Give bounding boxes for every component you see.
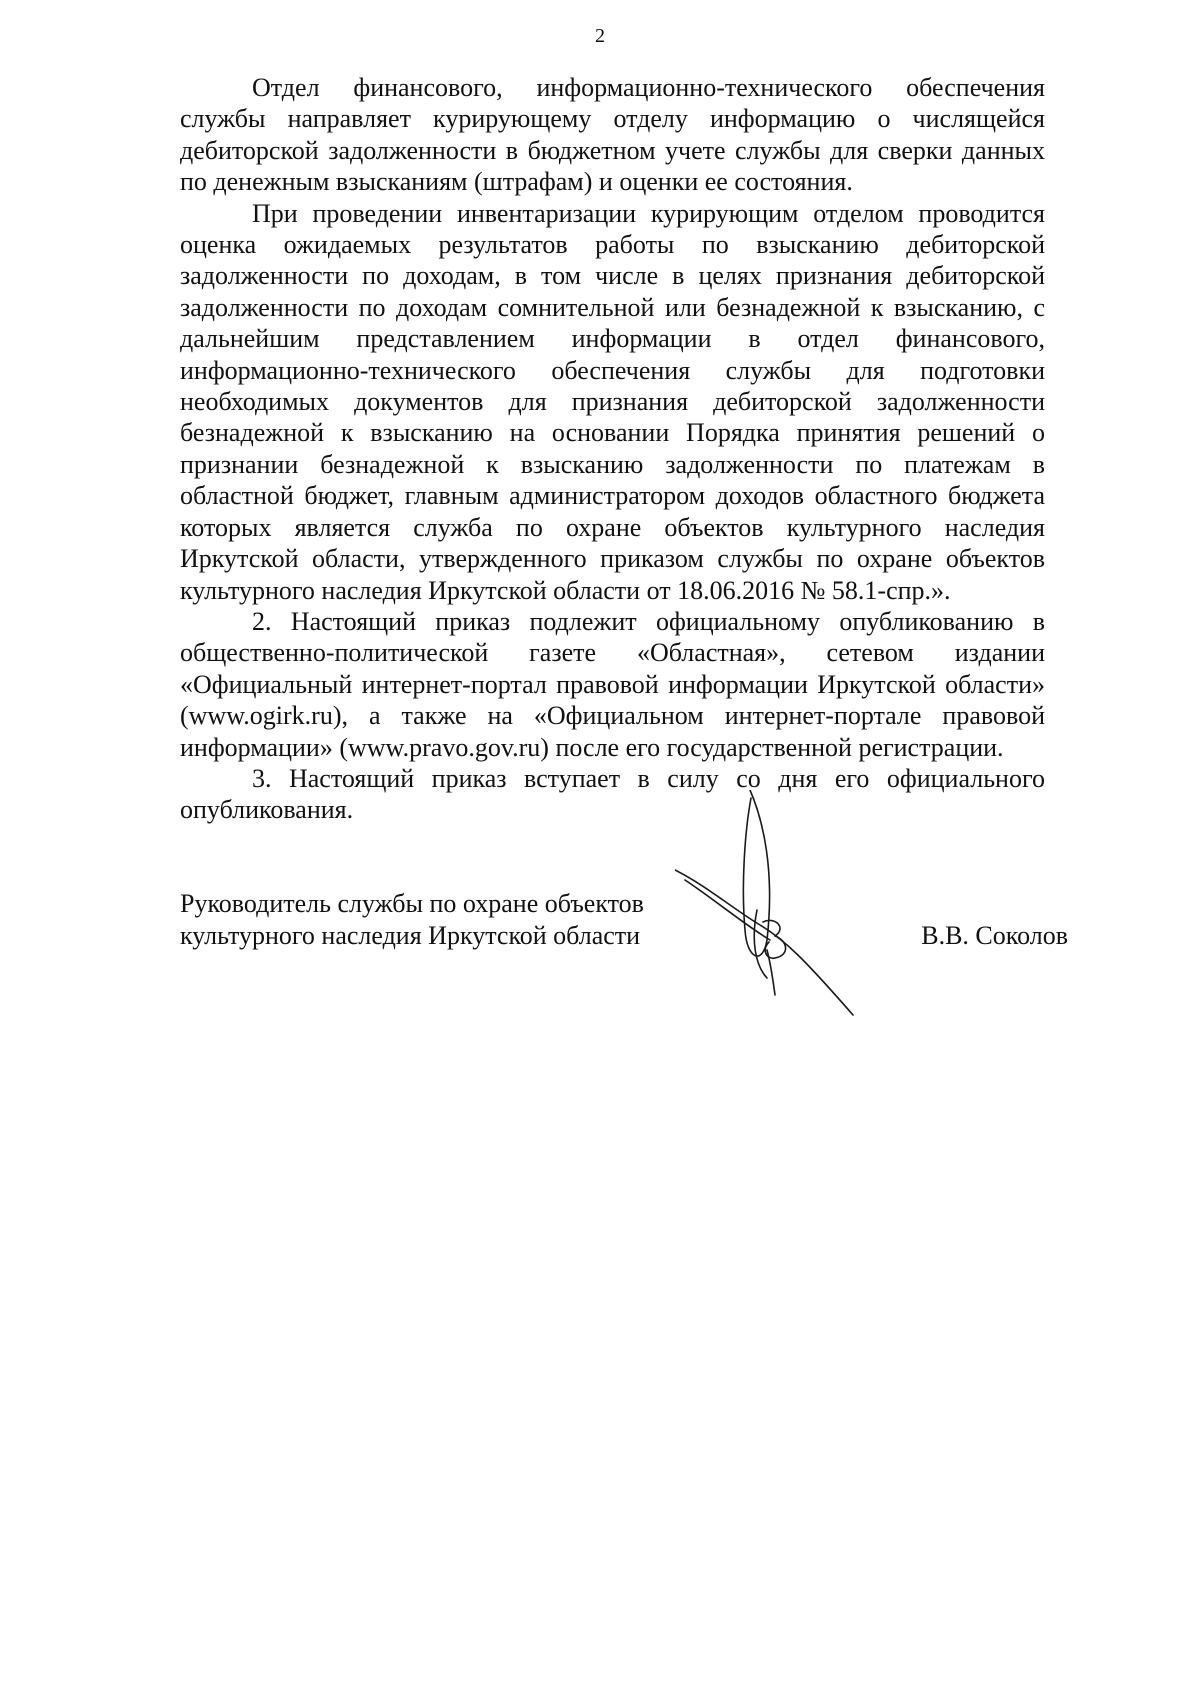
- paragraph-inventory: При проведении инвентаризации курирующим отделом проводится оценка ожидаемых результатов работы по взысканию дебиторской задолженности по доходам, в том числе в целях признания дебиторской задолженности по доходам сомнительной или безнадежной к взысканию, с дальнейшим представлением информации в отдел финансового, информационно-технического обеспечения службы для подготовки необходимых документов для признания дебиторской задолженности безнадежной к взысканию на основании Порядка принятия решений о признании безнадежной к взысканию задолженности по платежам в областной бюджет, главным администратором доходов областного бюджета которых является служба по охране объектов культурного наследия Иркутской области, утвержденного приказом службы по охране объектов культурного наследия Иркутской области от 18.06.2016 № 58.1-спр.».: [180, 198, 1045, 605]
- paragraph-effective-date: 3. Настоящий приказ вступает в силу со дня его официального опубликования.: [180, 763, 1045, 825]
- paragraph-finance-department: Отдел финансового, информационно-технического обеспечения службы направляет курирующему отделу информацию о числящейся дебиторской задолженности в бюджетном учете службы для сверки данных по денежным взысканиям (штрафам) и оценки ее состояния.: [180, 73, 1045, 197]
- paragraph-publication: 2. Настоящий приказ подлежит официальному опубликованию в общественно-политической газете «Областная», сетевом издании «Официальный интернет-портал правовой информации Иркутской области» (www.ogirk.ru), а также на «Официальном интернет-портале правовой информации» (www.pravo.gov.ru) после его государственной регистрации.: [180, 606, 1045, 762]
- handwritten-signature: [675, 790, 895, 1050]
- signatory-title: Руководитель службы по охране объектов культурного наследия Иркутской области: [180, 889, 644, 950]
- document-body: [180, 72, 1045, 826]
- signatory-name: В.В. Соколов: [921, 921, 1068, 950]
- signature-block: [180, 888, 1080, 1028]
- page-number: 2: [595, 25, 605, 47]
